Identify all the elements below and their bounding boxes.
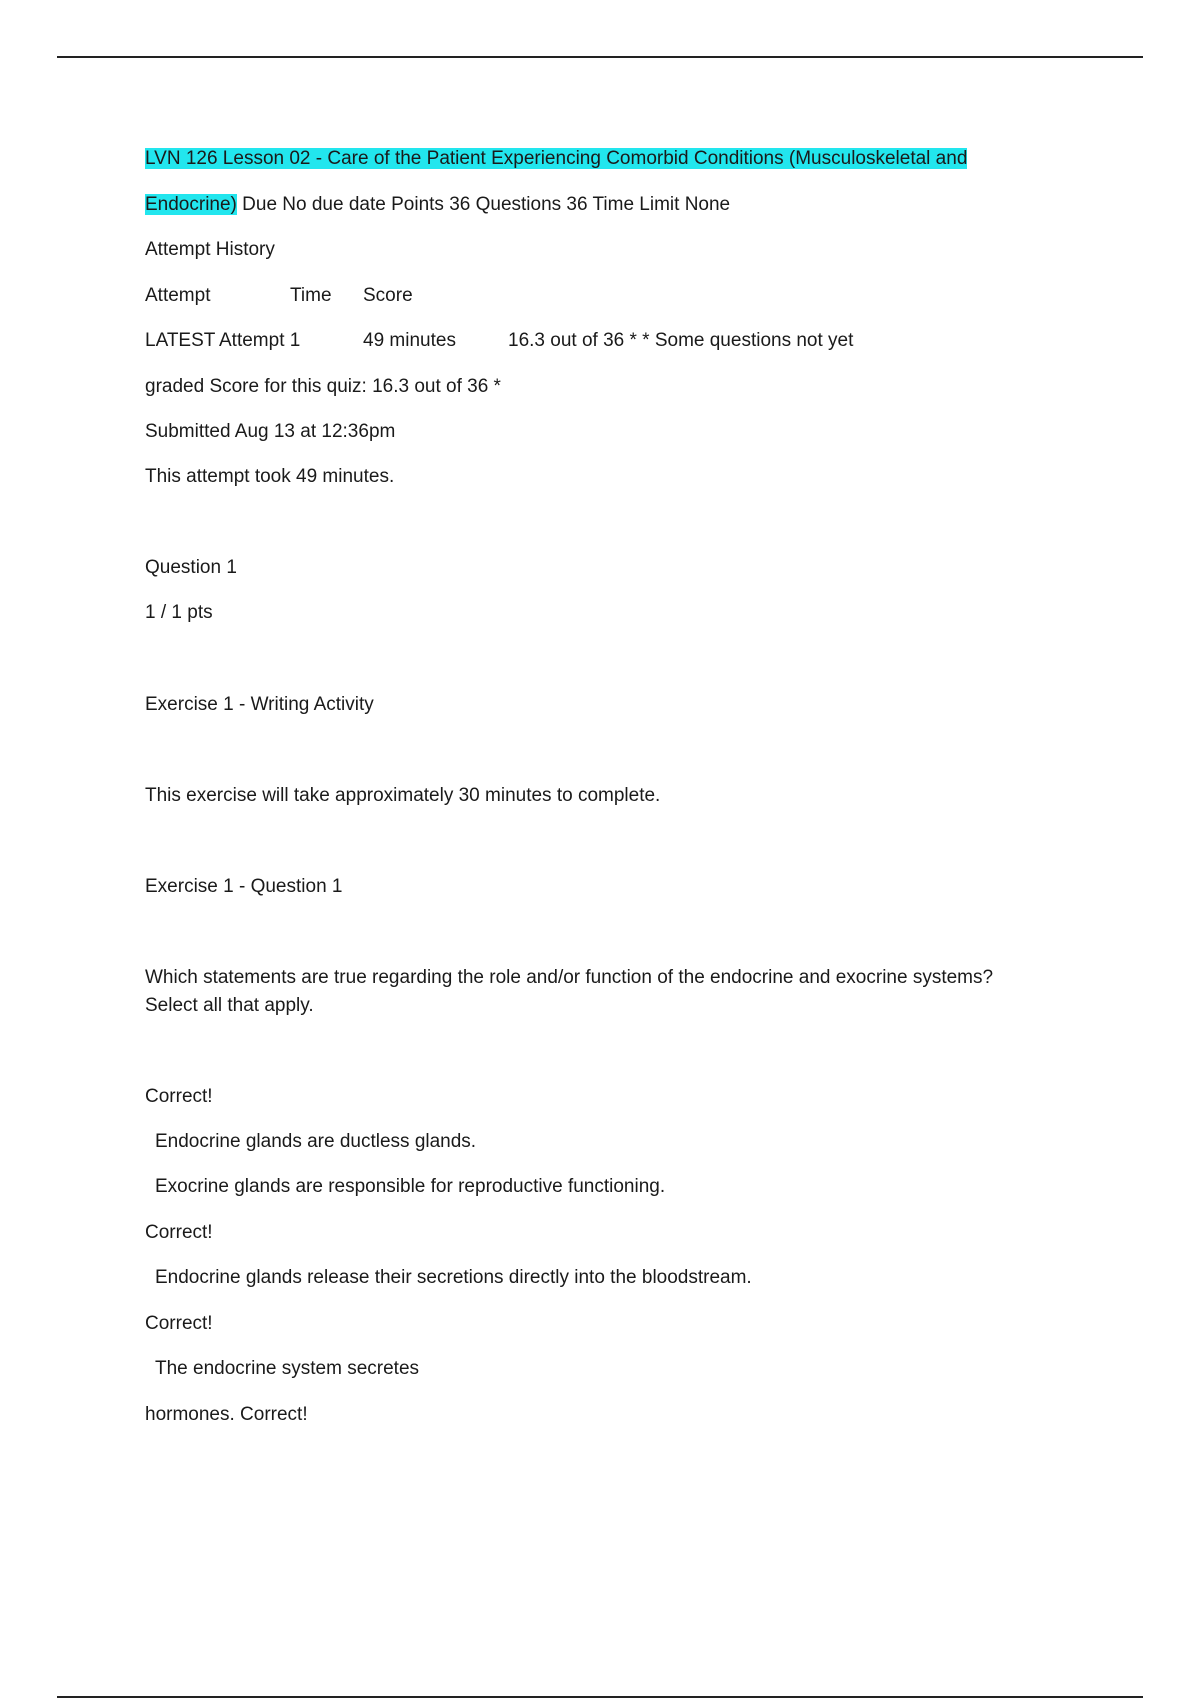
answer-marker-correct: Correct! bbox=[145, 1313, 213, 1334]
column-attempt: Attempt bbox=[145, 285, 211, 306]
answer-marker-correct: Correct! bbox=[145, 1222, 213, 1243]
answer-option: Endocrine glands release their secretions directly into the bloodstream. bbox=[155, 1267, 752, 1288]
latest-label: LATEST bbox=[145, 330, 216, 351]
exercise-title: Exercise 1 - Writing Activity bbox=[145, 694, 374, 715]
attempt-time: 49 minutes bbox=[363, 330, 456, 351]
attempt-history-heading: Attempt History bbox=[145, 239, 275, 260]
top-rule bbox=[57, 56, 1143, 58]
submitted-line: Submitted Aug 13 at 12:36pm bbox=[145, 421, 396, 442]
answer-option: Endocrine glands are ductless glands. bbox=[155, 1131, 477, 1152]
column-score: Score bbox=[363, 285, 413, 306]
quiz-title-line-1 bbox=[145, 146, 967, 172]
question-points: 1 / 1 pts bbox=[145, 602, 213, 623]
quiz-score-line: graded Score for this quiz: 16.3 out of 36 * bbox=[145, 376, 501, 397]
bottom-rule bbox=[57, 1696, 1143, 1698]
question-prompt: Which statements are true regarding the role and/or function of the endocrine and exocrine systems? Select all that apply. bbox=[145, 967, 994, 1016]
exercise-note: This exercise will take approximately 30 minutes to complete. bbox=[145, 785, 661, 806]
attempt-history-header bbox=[145, 283, 745, 309]
attempt-row bbox=[145, 328, 1025, 354]
answer-option: Exocrine glands are responsible for reproductive functioning. bbox=[155, 1176, 666, 1197]
answer-option: The endocrine system secretes bbox=[155, 1358, 420, 1379]
quiz-title-highlight: LVN 126 Lesson 02 - Care of the Patient Experiencing Comorbid Conditions (Musculoskeletal and bbox=[145, 148, 968, 169]
quiz-meta: Due No due date Points 36 Questions 36 Time Limit None bbox=[236, 194, 731, 215]
duration-line: This attempt took 49 minutes. bbox=[145, 466, 395, 487]
quiz-title-highlight-end: Endocrine) bbox=[145, 194, 237, 215]
column-time: Time bbox=[290, 285, 332, 306]
attempt-score: 16.3 out of 36 * * Some questions not yet bbox=[508, 330, 854, 351]
question-title: Question 1 bbox=[145, 557, 237, 578]
quiz-title-line-2 bbox=[145, 192, 730, 218]
answer-continuation: hormones. Correct! bbox=[145, 1404, 308, 1425]
attempt-link[interactable]: Attempt 1 bbox=[219, 330, 301, 351]
answer-marker-correct: Correct! bbox=[145, 1086, 213, 1107]
question-label: Exercise 1 - Question 1 bbox=[145, 876, 343, 897]
